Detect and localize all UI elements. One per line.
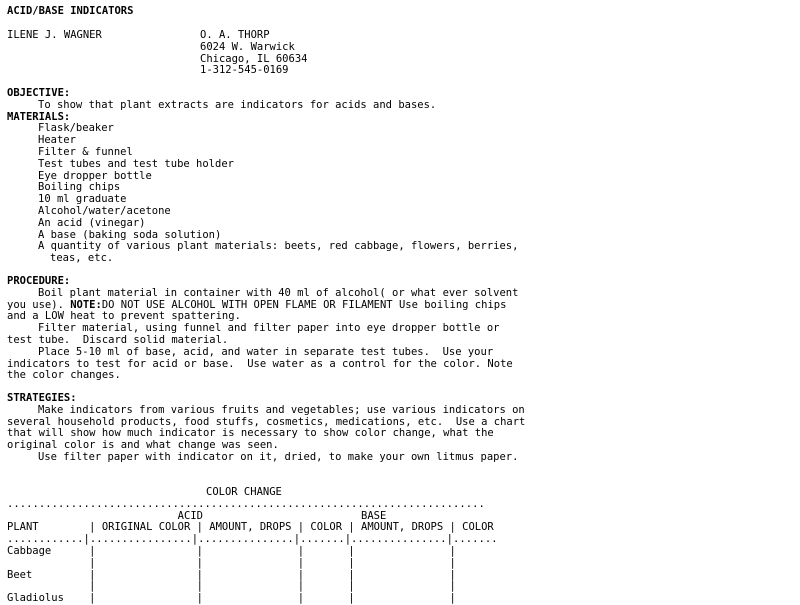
table-title: COLOR CHANGE	[206, 486, 282, 498]
strategy-line: Make indicators from various fruits and vegetables; use various indicators on	[38, 403, 525, 416]
material-item: Test tubes and test tube holder	[38, 157, 234, 170]
material-item: Filter & funnel	[38, 146, 133, 158]
procedure-note-label: NOTE:	[70, 298, 102, 311]
strategy-line: that will show how much indicator is necessary to show color change, what the	[7, 427, 494, 440]
author-right-street: 6024 W. Warwick	[200, 40, 295, 53]
table-header-rule: ............|................|...............|.......|...............|.......	[7, 533, 498, 546]
procedure-line: Filter material, using funnel and filter paper into eye dropper bottle or	[38, 322, 500, 335]
table-top-rule: ...........................................................................	[7, 497, 485, 510]
material-item: Boiling chips	[38, 181, 121, 194]
procedure-line: Boil plant material in container with 40 ml of alcohol( or what ever solvent	[38, 286, 519, 299]
author-right-city: Chicago, IL 60634	[200, 52, 308, 65]
procedure-line: the color changes.	[7, 369, 121, 382]
material-item-continued: teas, etc.	[50, 252, 114, 265]
table-row: Cabbage | | | | |	[7, 545, 456, 557]
author-right-name: O. A. THORP	[200, 29, 270, 41]
table-row-blank: | | | | |	[7, 580, 456, 593]
table-row-blank: | | | | |	[7, 556, 456, 569]
materials-heading: MATERIALS:	[7, 110, 71, 123]
table-column-header: PLANT | ORIGINAL COLOR | AMOUNT, DROPS | COLOR | AMOUNT, DROPS | COLOR	[7, 521, 494, 534]
table-row: Gladiolus | | | | |	[7, 592, 456, 605]
procedure-line: indicators to test for acid or base. Use water as a control for the color. Note	[7, 357, 513, 370]
material-item: An acid (vinegar)	[38, 216, 146, 229]
material-item: Alcohol/water/acetone	[38, 205, 171, 217]
document-title: ACID/BASE INDICATORS	[7, 5, 134, 17]
table-group-header: ACID BASE	[7, 509, 387, 522]
material-item: Heater	[38, 134, 76, 147]
material-item: A quantity of various plant materials: beets, red cabbage, flowers, berries,	[38, 240, 519, 253]
procedure-line: test tube. Discard solid material.	[7, 334, 229, 346]
material-item: A base (baking soda solution)	[38, 228, 222, 241]
table-row: Beet | | | | |	[7, 568, 456, 581]
material-item: Eye dropper bottle	[38, 169, 152, 182]
author-left: ILENE J. WAGNER	[7, 29, 102, 41]
procedure-line: Place 5-10 ml of base, acid, and water in separate test tubes. Use your	[38, 345, 494, 358]
procedure-text: you use).	[7, 298, 71, 311]
procedure-line: and a LOW heat to prevent spattering.	[7, 310, 241, 323]
strategy-line: Use filter paper with indicator on it, dried, to make your own litmus paper.	[38, 451, 519, 463]
material-item: Flask/beaker	[38, 122, 114, 135]
author-right-phone: 1-312-545-0169	[200, 64, 289, 77]
material-item: 10 ml graduate	[38, 193, 127, 206]
strategies-heading: STRATEGIES:	[7, 392, 77, 404]
objective-heading: OBJECTIVE:	[7, 87, 71, 99]
procedure-heading: PROCEDURE:	[7, 275, 71, 287]
procedure-warning: DO NOT USE ALCOHOL WITH OPEN FLAME OR FILAMENT Use boiling chips	[101, 298, 507, 311]
objective-text: To show that plant extracts are indicators for acids and bases.	[38, 98, 437, 111]
strategy-line: original color is and what change was seen.	[7, 439, 279, 452]
strategy-line: several household products, food stuffs, cosmetics, medications, etc. Use a chart	[7, 415, 526, 428]
